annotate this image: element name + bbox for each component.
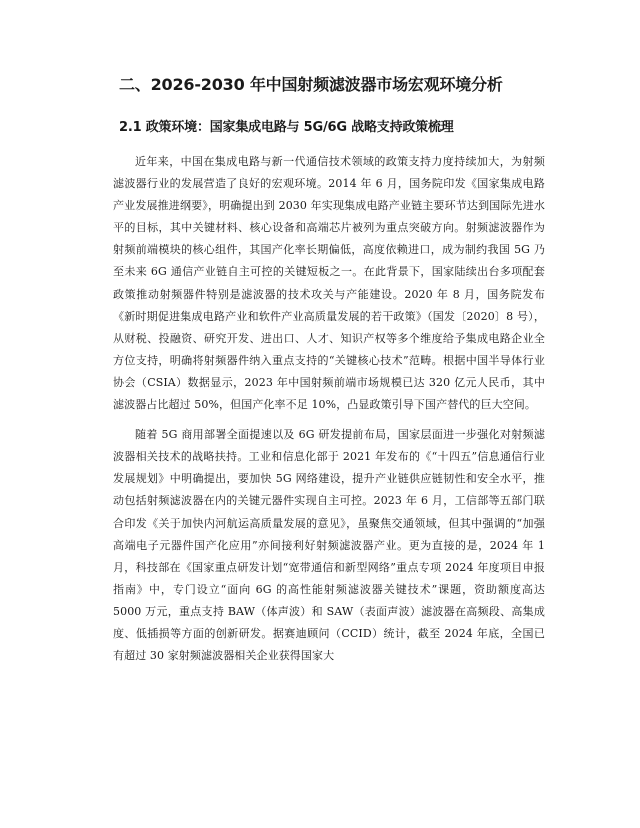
body-paragraph-1: 近年来，中国在集成电路与新一代通信技术领域的政策支持力度持续加大，为射频滤波器行业的发展营造了良好的宏观环境。2014 年 6 月，国务院印发《国家集成电路产业发展推进纲要》，明确提出到 2030 年实现集成电路产业链主要环节达到国际先进水平的目标，其中关键材料、核心设备和高端芯片被列为重点突破方向。射频滤波器作为射频前端模块的核心组件，其国产化率长期偏低，高度依赖进口，成为制约我国 5G 乃至未来 6G 通信产业链自主可控的关键短板之一。在此背景下，国家陆续出台多项配套政策推动射频器件特别是滤波器的技术攻关与产能建设。2020 年 8 月，国务院发布《新时期促进集成电路产业和软件产业高质量发展的若干政策》（国发〔2020〕8 号），从财税、投融资、研究开发、进出口、人才、知识产权等多个维度给予集成电路企业全方位支持，明确将射频器件纳入重点支持的“关键核心技术”范畴。根据中国半导体行业协会（CSIA）数据显示，2023 年中国射频前端市场规模已达 320 亿元人民币，其中滤波器占比超过 50%，但国产化率不足 10%，凸显政策引导下国产替代的巨大空间。: [113, 155, 545, 412]
body-paragraph-2: 随着 5G 商用部署全面提速以及 6G 研发提前布局，国家层面进一步强化对射频滤波器相关技术的战略扶持。工业和信息化部于 2021 年发布的《“十四五”信息通信行业发展规划》中明确提出，要加快 5G 网络建设，提升产业链供应链韧性和安全水平，推动包括射频滤波器在内的关键元器件实现自主可控。2023 年 6 月，工信部等五部门联合印发《关于加快内河航运高质量发展的意见》，虽聚焦交通领域，但其中强调的“加强高端电子元器件国产化应用”亦间接利好射频滤波器产业。更为直接的是，2024 年 1 月，科技部在《国家重点研发计划“宽带通信和新型网络”重点专项 2024 年度项目申报指南》中，专门设立“面向 6G 的高性能射频滤波器关键技术”课题，资助额度高达 5000 万元，重点支持 BAW（体声波）和 SAW（表面声波）滤波器在高频段、高集成度、低插损等方面的创新研发。据赛迪顾问（CCID）统计，截至 2024 年底，全国已有超过 30 家射频滤波器相关企业获得国家大: [113, 428, 545, 663]
section-heading: 二、2026-2030 年中国射频滤波器市场宏观环境分析: [119, 75, 503, 94]
subsection-heading: 2.1 政策环境：国家集成电路与 5G/6G 战略支持政策梳理: [119, 120, 454, 135]
